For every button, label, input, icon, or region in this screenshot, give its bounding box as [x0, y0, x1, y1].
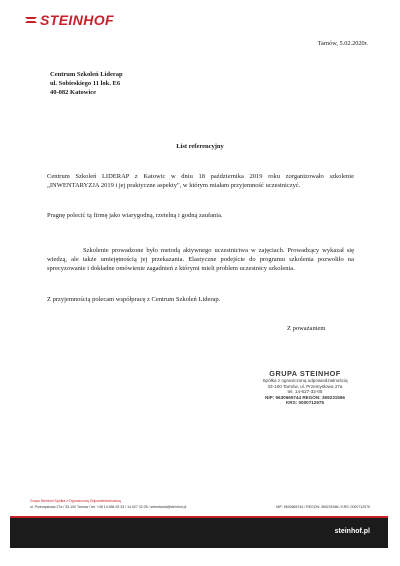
- stamp-line-3: tel. 14-627-32-05: [287, 389, 323, 395]
- recipient-name: Centrum Szkoleń Liderap: [50, 71, 123, 78]
- recipient-city: 40-082 Katowice: [50, 89, 97, 96]
- logo-text: STEINHOF: [40, 12, 114, 28]
- company-stamp: [250, 369, 360, 406]
- recipient-street: ul. Sobieskiego 11 lok. E6: [50, 80, 121, 87]
- stamp-line-1: Spółka z ograniczoną odpowiedzialnością: [262, 378, 348, 383]
- footer-contact: ul. Przemysłowa 27a / 33-100 Tarnów / tel. +48 14 666 53 33 / 14 627 32 05 / sekretariat@steinhof.pl: [30, 505, 187, 509]
- closing: Z poważaniem: [287, 325, 326, 332]
- stamp-line-5: KRS: 0000712975: [285, 400, 325, 406]
- stamp-title: GRUPA STEINHOF: [269, 369, 341, 378]
- body-paragraph-2: Pragnę polecić tą firmę jako wiarygodną, rzetelną i godną zaufania.: [47, 212, 223, 219]
- stamp-line-4: NIP: 5630665744 REGON: 369231566: [265, 394, 345, 400]
- footer-company: Grupa Steinhof Spółka z Ograniczoną Odpowiedzialnością: [30, 499, 121, 503]
- steinhof-logo-icon: [24, 15, 38, 25]
- footer-website: steinhof.pl: [334, 528, 370, 535]
- company-logo: [24, 12, 114, 28]
- letter-subject: List referencyjny: [176, 143, 224, 150]
- stamp-line-2: 33-100 Tarnów, ul. Przemysłowa 27a: [267, 383, 343, 389]
- body-paragraph-4: Z przyjemnością polecam współpracę z Centrum Szkoleń Liderap.: [47, 296, 221, 303]
- footer-registry: NIP: 5630665744 / REGON: 369231566 / KRS: 0000712975: [276, 505, 370, 509]
- body-paragraph-3: Szkolenie prowadzone było metodą aktywnego uczestnictwa w zajęciach. Prowadzący wykazał się wiedzą, ale także umiejętnością jej przekazania. Elastyczne podejście do programu szkolenia pozwoliło na sprecyzowanie i dokładne omówienie zagadnień z którymi mieli problem uczestnicy szkolenia.: [47, 247, 354, 273]
- letter-date: Tarnów, 5.02.2020r.: [317, 40, 368, 47]
- body-paragraph-1: Centrum Szkoleń LIDERAP z Katowic w dniu 18 października 2019 roku zorganizowało szkolenie „INWENTARYZJA 2019 i jej praktyczne aspekty", w którym miałam przyjemność uczestniczyć.: [47, 173, 354, 190]
- recipient-address: [50, 70, 123, 97]
- footer-bar: [10, 516, 388, 548]
